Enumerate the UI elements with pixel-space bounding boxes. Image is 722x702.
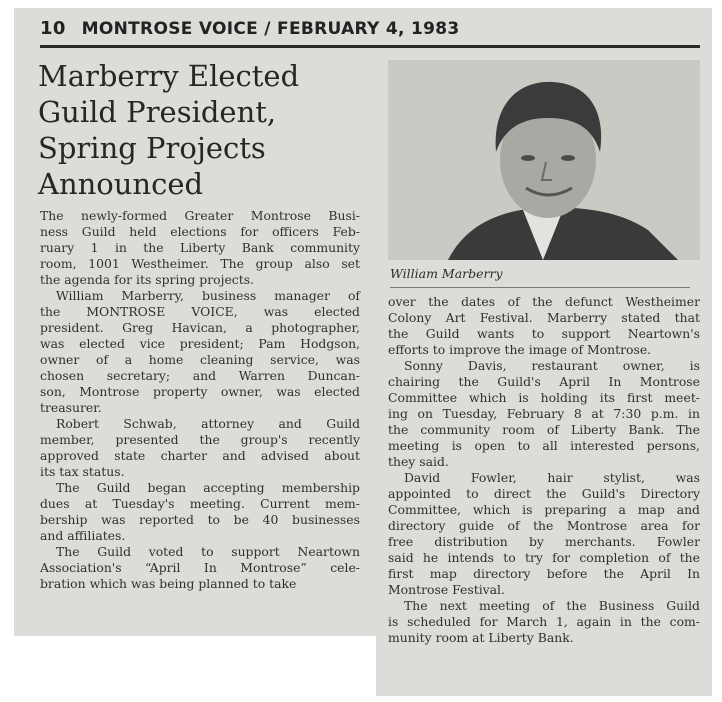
text-line: chairing the Guild's April In Montrose: [388, 374, 700, 389]
text-line: over the dates of the defunct Westheimer: [388, 294, 700, 309]
text-line: bration which was being planned to take: [40, 576, 297, 591]
article-paragraph: [388, 470, 700, 598]
text-line: ruary 1 in the Liberty Bank community: [40, 240, 360, 255]
text-line: munity room at Liberty Bank.: [388, 630, 574, 645]
photo-caption: William Marberry: [390, 266, 690, 288]
text-line: ing on Tuesday, February 8 at 7:30 p.m. in: [388, 406, 700, 421]
text-line: is scheduled for March 1, again in the com-: [388, 614, 700, 629]
article-column-left: [40, 208, 360, 592]
text-line: efforts to improve the image of Montrose.: [388, 342, 652, 357]
text-line: approved state charter and advised about: [40, 448, 360, 463]
text-line: David Fowler, hair stylist, was: [404, 470, 700, 485]
text-line: the community room of Liberty Bank. The: [388, 422, 700, 437]
text-line: appointed to direct the Guild's Directory: [388, 486, 700, 501]
text-line: The newly-formed Greater Montrose Busi-: [40, 208, 360, 223]
text-line: member, presented the group's recently: [40, 432, 360, 447]
article-paragraph: [40, 480, 360, 544]
text-line: Sonny Davis, restaurant owner, is: [404, 358, 700, 373]
headline-line: Marberry Elected: [38, 59, 300, 93]
article-column-right: [388, 294, 700, 646]
text-line: Colony Art Festival. Marberry stated that: [388, 310, 700, 325]
text-line: owner of a home cleaning service, was: [40, 352, 360, 367]
text-line: chosen secretary; and Warren Duncan-: [40, 368, 360, 383]
portrait-photo: [388, 60, 700, 260]
text-line: first map directory before the April In: [388, 566, 700, 581]
masthead: MONTROSE VOICE / FEBRUARY 4, 1983: [81, 19, 460, 39]
text-line: the MONTROSE VOICE, was elected: [40, 304, 360, 319]
text-line: The next meeting of the Business Guild: [404, 598, 700, 613]
text-line: bership was reported to be 40 businesses: [40, 512, 360, 527]
portrait-illustration: [388, 60, 700, 260]
article-paragraph: [40, 288, 360, 416]
text-line: treasurer.: [40, 400, 102, 415]
text-line: they said.: [388, 454, 449, 469]
text-line: room, 1001 Westheimer. The group also set: [40, 256, 360, 271]
text-line: free distribution by merchants. Fowler: [388, 534, 700, 549]
article-paragraph: [40, 208, 360, 288]
text-line: was elected vice president; Pam Hodgson,: [40, 336, 360, 351]
text-line: the Guild wants to support Neartown's: [388, 326, 700, 341]
text-line: The Guild voted to support Neartown: [56, 544, 360, 559]
text-line: and affiliates.: [40, 528, 126, 543]
article-paragraph: [388, 358, 700, 470]
headline-line: Spring Projects: [38, 131, 266, 165]
text-line: William Marberry, business manager of: [56, 288, 360, 303]
page-header: [40, 18, 700, 48]
text-line: directory guide of the Montrose area for: [388, 518, 700, 533]
text-line: said he intends to try for completion of the: [388, 550, 700, 565]
text-line: Association's “April In Montrose” cele-: [40, 560, 360, 575]
text-line: president. Greg Havican, a photographer,: [40, 320, 360, 335]
article-paragraph: [388, 598, 700, 646]
article-paragraph: [40, 416, 360, 480]
article-paragraph: [40, 544, 360, 592]
text-line: son, Montrose property owner, was elected: [40, 384, 360, 399]
text-line: Montrose Festival.: [388, 582, 505, 597]
text-line: ness Guild held elections for officers Feb-: [40, 224, 360, 239]
text-line: dues at Tuesday's meeting. Current mem-: [40, 496, 360, 511]
text-line: its tax status.: [40, 464, 125, 479]
headline-line: Guild President,: [38, 95, 277, 129]
article-headline: [38, 58, 368, 202]
text-line: Committee, which is preparing a map and: [388, 502, 700, 517]
text-line: meeting is open to all interested persons,: [388, 438, 700, 453]
article-paragraph: [388, 294, 700, 358]
text-line: Committee which is holding its first meet-: [388, 390, 700, 405]
text-line: The Guild began accepting membership: [56, 480, 360, 495]
headline-line: Announced: [38, 167, 204, 201]
text-line: Robert Schwab, attorney and Guild: [56, 416, 360, 431]
page-number: 10: [40, 18, 66, 39]
text-line: the agenda for its spring projects.: [40, 272, 254, 287]
